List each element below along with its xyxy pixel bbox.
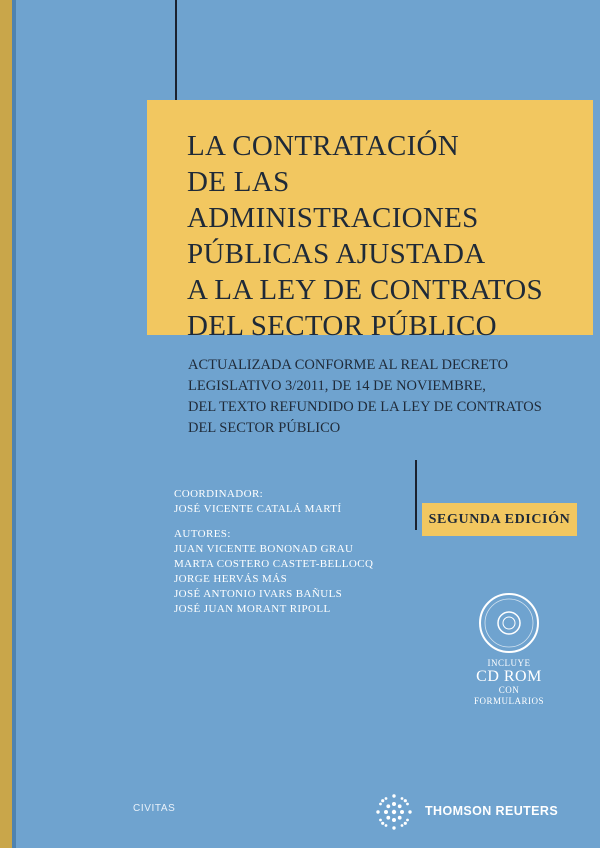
thomson-reuters-logo-icon [372,790,416,834]
coordinator-name: JOSÉ VICENTE CATALÁ MARTÍ [174,503,342,515]
author-name: JOSÉ JUAN MORANT RIPOLL [174,603,331,615]
book-title: LA CONTRATACIÓN DE LAS ADMINISTRACIONES PÚBLICAS AJUSTADA A LA LEY DE CONTRATOS DEL SECTOR PÚBLICO [187,130,543,342]
cd-line-with: CON [498,685,520,695]
cd-line-cdrom: CD ROM [476,668,542,685]
book-subtitle: ACTUALIZADA CONFORME AL REAL DECRETO LEGISLATIVO 3/2011, DE 14 DE NOVIEMBRE, DEL TEXTO REFUNDIDO DE LA LEY DE CONTRATOS DEL SECTOR PÚBLICO [188,357,542,436]
author-name: MARTA COSTERO CASTET-BELLOCQ [174,558,374,570]
cd-rom-icon [478,592,540,654]
top-vertical-rule [175,0,177,100]
edition-badge [422,503,577,536]
imprint-name: CIVITAS [133,803,176,814]
author-name: JUAN VICENTE BONONAD GRAU [174,543,354,555]
cd-rom-notice [450,658,568,707]
cd-line-forms: FORMULARIOS [473,696,544,706]
spine-shadow [12,0,16,865]
coordinator-heading: COORDINADOR: [174,488,264,500]
author-name: JOSÉ ANTONIO IVARS BAÑULS [174,588,343,600]
credits-block [174,487,414,617]
authors-heading: AUTORES: [174,528,231,540]
author-name: JORGE HERVÁS MÁS [174,573,288,585]
edition-label: SEGUNDA EDICIÓN [428,511,571,527]
page-bottom-margin [0,848,600,865]
spine-edge [0,0,12,865]
publisher-name: THOMSON REUTERS [425,804,559,818]
cd-line-includes: INCLUYE [487,658,531,668]
middle-vertical-rule [415,460,417,530]
